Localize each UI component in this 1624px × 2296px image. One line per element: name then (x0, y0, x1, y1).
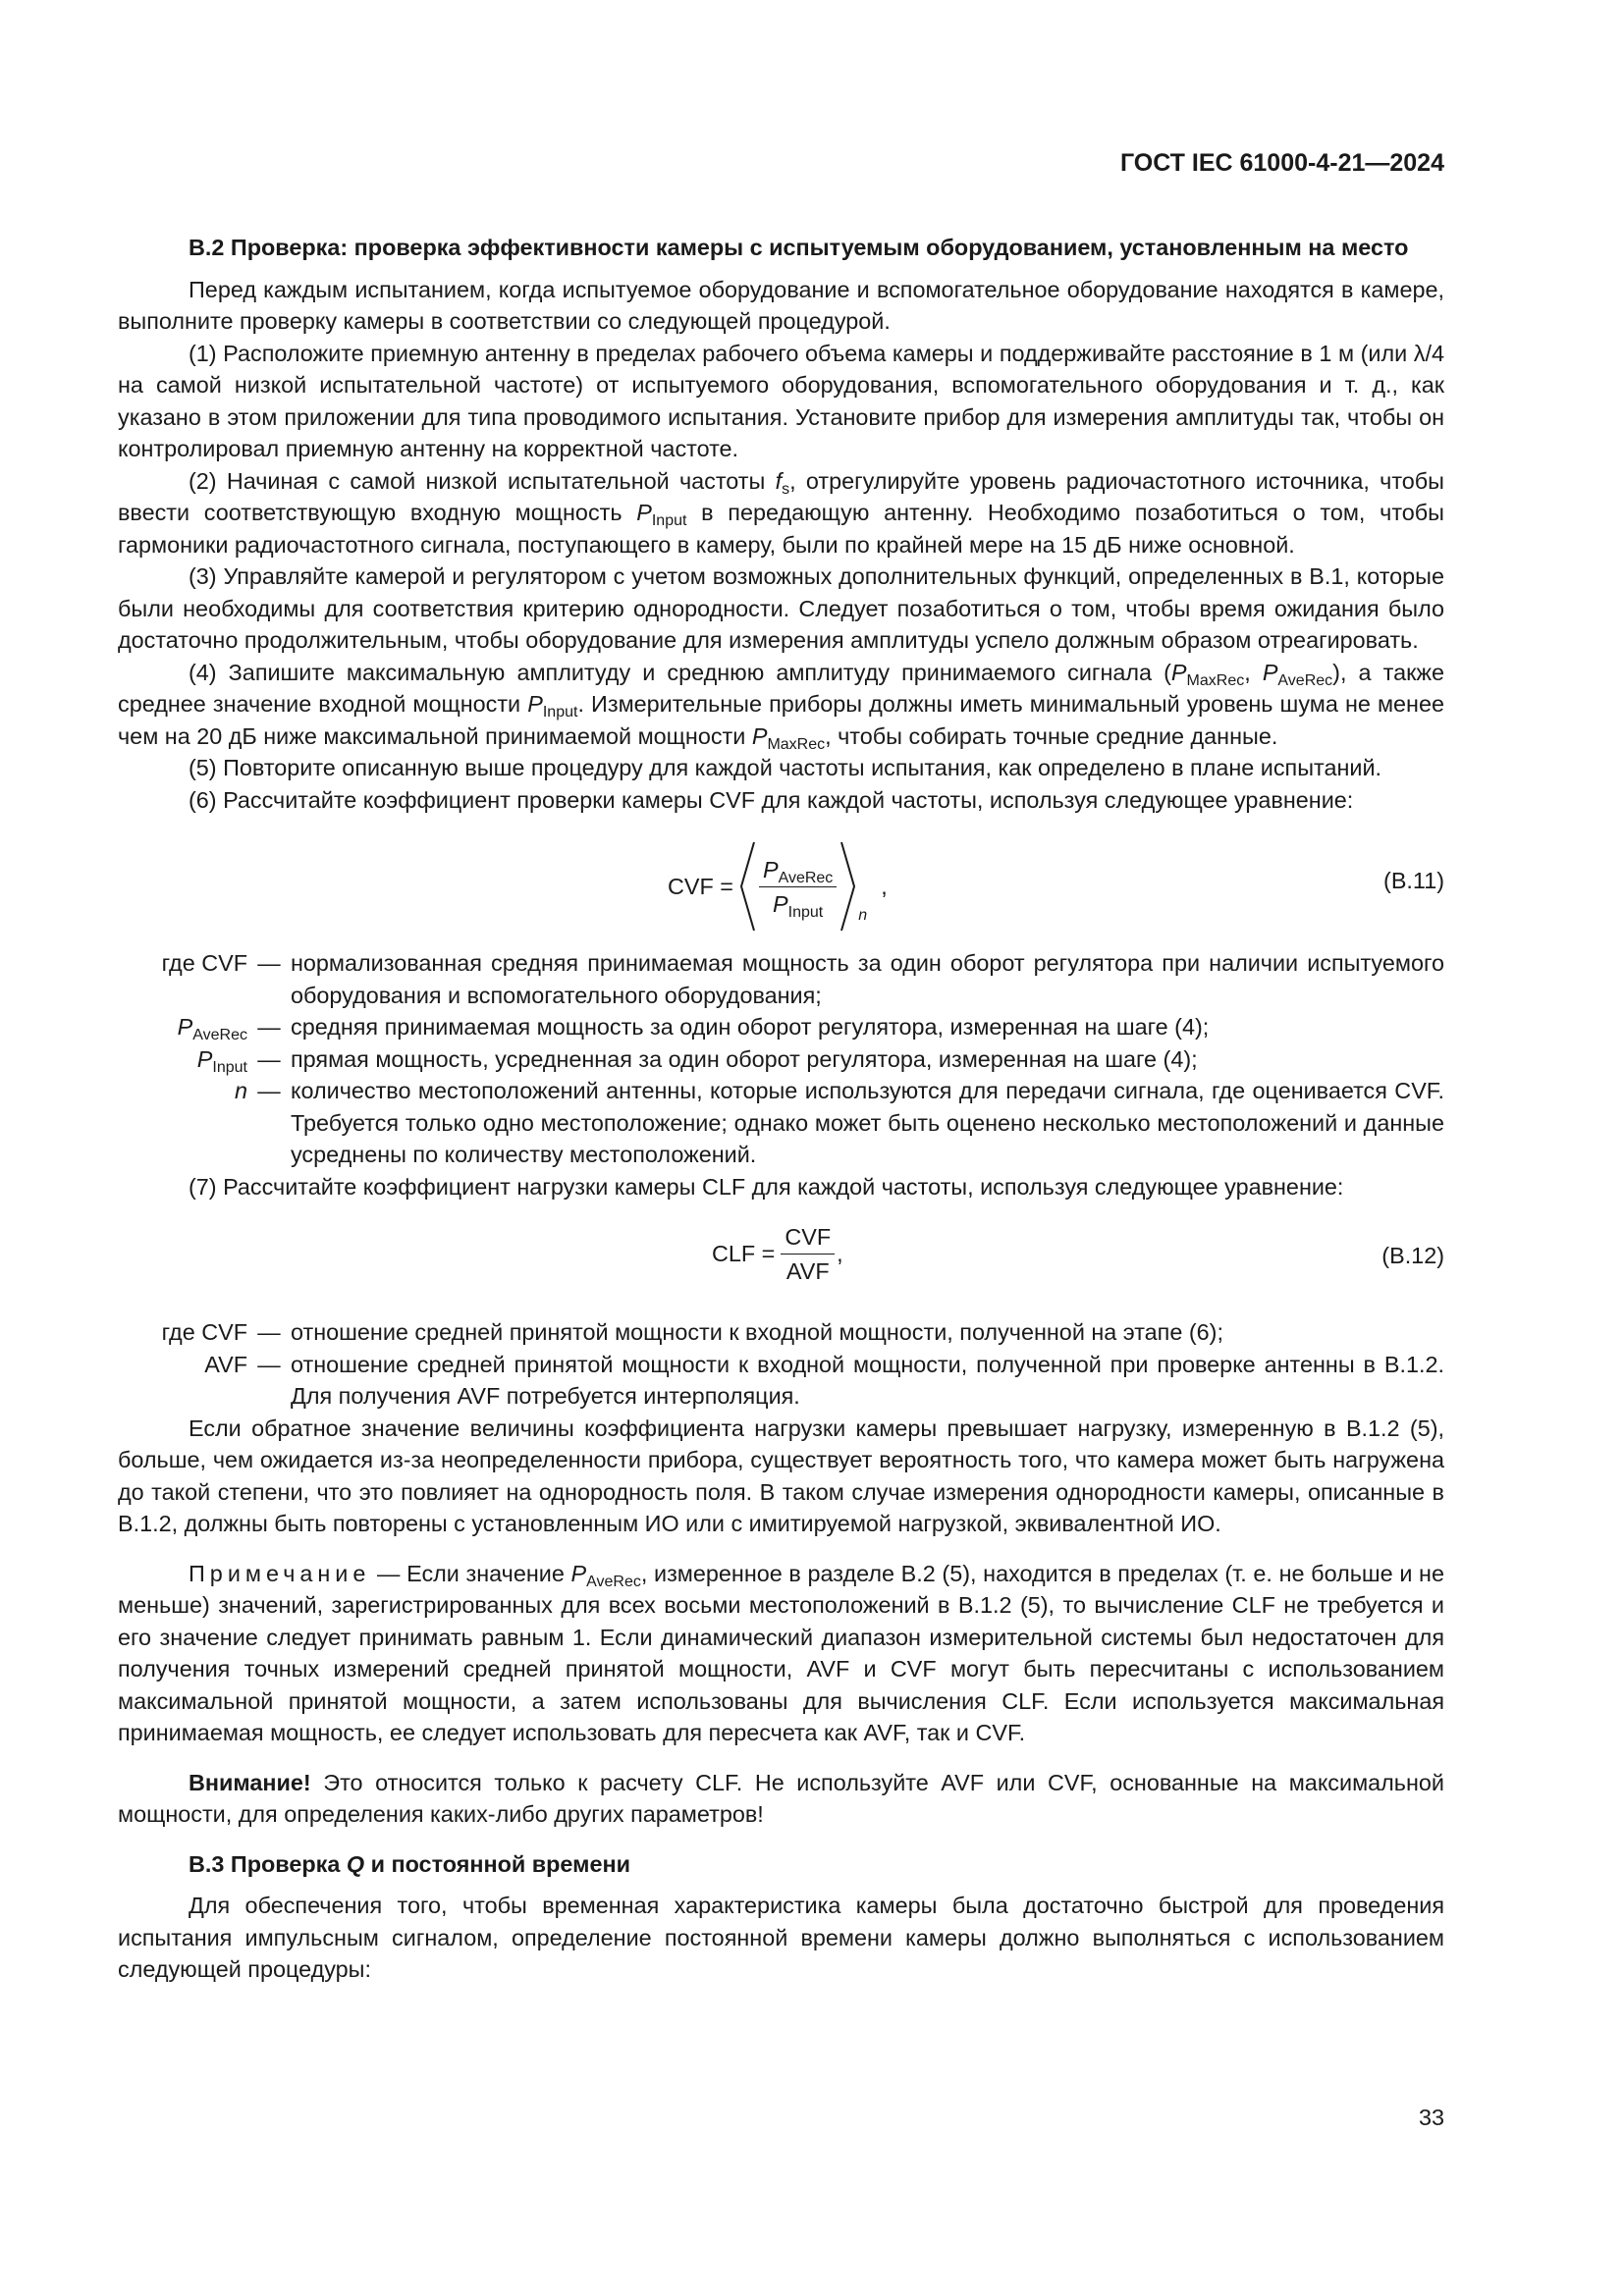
step-7: (7) Рассчитайте коэффициент нагрузки камеры CLF для каждой частоты, используя следующее уравнение: (189, 1173, 1344, 1200)
equation-b11 (118, 826, 1444, 935)
where-list-b12: где CVF — отношение средней принятой мощности к входной мощности, полученной на этапе (6); AVF — отношение средней принятой мощности к входной мощности, полученной при проверке антенны в В.1.2. Для получения AVF потребуется интерполяция. (161, 1319, 1444, 1409)
step-3: (3) Управляйте камерой и регулятором с учетом возможных дополнительных функций, определенных в В.1, которые были необходимы для соответствия критерию однородности. Следует позаботиться о том, чтобы время ожидания было достаточно продолжительным, чтобы оборудование для измерения амплитуды успело должным образом отреагировать. (118, 563, 1444, 653)
equation-b11-fraction: $\frac{P_{AveRec}}{P_{Input}}$ (759, 855, 837, 919)
document-code: ГОСТ IEC 61000-4-21—2024 (1119, 149, 1444, 177)
equation-b12-number: (В.12) (1381, 1243, 1444, 1268)
step-2: (2) Начиная с самой низкой испытательной частоты $f_s$, отрегулируйте уровень радиочастотного источника, чтобы ввести соответствующую входную мощность $P_{Input}$ в передающую антенну. Необходимо позаботиться о том, чтобы гармоники радиочастотного сигнала, поступающего в камеру, были по крайней мере на 15 дБ ниже основной. (118, 467, 1444, 558)
equation-b11-body: CVF = $\frac{P_{AveRec}}{P_{Input}}$ n , (668, 839, 888, 934)
paragraph-after-b12: Если обратное значение величины коэффициента нагрузки камеры превышает нагрузку, измеренную в В.1.2 (5), больше, чем ожидается из-за неопределенности прибора, существует вероятность того, что камера может быть нагружена до такой степени, что это повлияет на однородность поля. В таком случае измерения однородности камеры, описанные в В.1.2, должны быть повторены с установленным ИО или с имитируемой нагрузкой, эквивалентной ИО. (118, 1415, 1444, 1536)
step-1: (1) Расположите приемную антенну в пределах рабочего объема камеры и поддерживайте расстояние в 1 м (или λ/4 на самой низкой испытательной частоте) от испытуемого оборудования, вспомогательного оборудования и т. д., как указано в этом приложении для типа проводимого испытания. Установите прибор для измерения амплитуды так, чтобы он контролировал приемную антенну на корректной частоте. (118, 340, 1444, 461)
section-b2-intro: Перед каждым испытанием, когда испытуемое оборудование и вспомогательное оборудование находятся в камере, выполните проверку камеры в соответствии со следующей процедурой. (118, 276, 1444, 334)
page-content (118, 232, 1444, 1986)
warning: Внимание! Это относится только к расчету CLF. Не используйте AVF или CVF, основанные на максимальной мощности, для определения каких-либо других параметров! (118, 1769, 1444, 1827)
step-5: (5) Повторите описанную выше процедуру для каждой частоты испытания, как определено в плане испытаний. (189, 755, 1382, 780)
page-number: 33 (1418, 2105, 1444, 2130)
section-b3-heading: В.3 Проверка Q и постоянной времени (189, 1850, 630, 1877)
equation-b12 (118, 1216, 1444, 1297)
equation-b12-body: CLF = $\frac{\text{CVF}}{\text{AVF}}$ , (712, 1224, 843, 1284)
left-angle-bracket (737, 839, 757, 934)
step-6: (6) Рассчитайте коэффициент проверки камеры CVF для каждой частоты, используя следующее уравнение: (189, 786, 1354, 813)
equation-b12-fraction: $\frac{\text{CVF}}{\text{AVF}}$ (781, 1222, 835, 1286)
section-b2-heading: В.2 Проверка: проверка эффективности камеры с испытуемым оборудованием, установленным на место (189, 235, 1409, 260)
section-b3-text: Для обеспечения того, чтобы временная характеристика камеры была достаточно быстрой для проведения испытания импульсным сигналом, определение постоянной времени камеры должно выполняться с использованием следующей процедуры: (118, 1893, 1444, 1982)
equation-b11-number: (В.11) (1383, 868, 1444, 893)
note: Примечание — Если значение $P_{AveRec}$, измеренное в разделе В.2 (5), находится в пределах (т. е. не больше и не меньше) значений, зарегистрированных для всех восьми местоположений в В.1.2 (5), то вычисление CLF не требуется и его значение следует принимать равным 1. Если динамический диапазон измерительной системы был недостаточен для получения точных измерений средней принятой мощности, AVF и CVF могут быть пересчитаны с использованием максимальной принятой мощности, а затем использованы для вычисления CLF. Если используется максимальная принимаемая мощность, ее следует использовать для пересчета как AVF, так и CVF. (118, 1560, 1444, 1745)
where-list-b11: где CVF — нормализованная средняя принимаемая мощность за один оборот регулятора при наличии испытуемого оборудования и вспомогательного оборудования; $P_{AveRec}$ — средняя принимаемая мощность за один оборот регулятора, измеренная на шаге (4); $P_{Input}$ — прямая мощность, усредненная за один оборот регулятора, измеренная на шаге (4); n — количество местоположений антенны, которые используются для передачи сигнала, где оценивается CVF. Требуется только одно местоположение; однако может быть оценено несколько местоположений и данные усреднены по количеству местоположений. (161, 950, 1444, 1167)
right-angle-bracket (839, 839, 858, 934)
step-4: (4) Запишите максимальную амплитуду и среднюю амплитуду принимаемого сигнала ($P_{MaxRec}$, $P_{AveRec}$), а также среднее значение входной мощности $P_{Input}$. Измерительные приборы должны иметь минимальный уровень шума не менее чем на 20 дБ ниже максимальной принимаемой мощности $P_{MaxRec}$, чтобы собирать точные средние данные. (118, 659, 1444, 753)
